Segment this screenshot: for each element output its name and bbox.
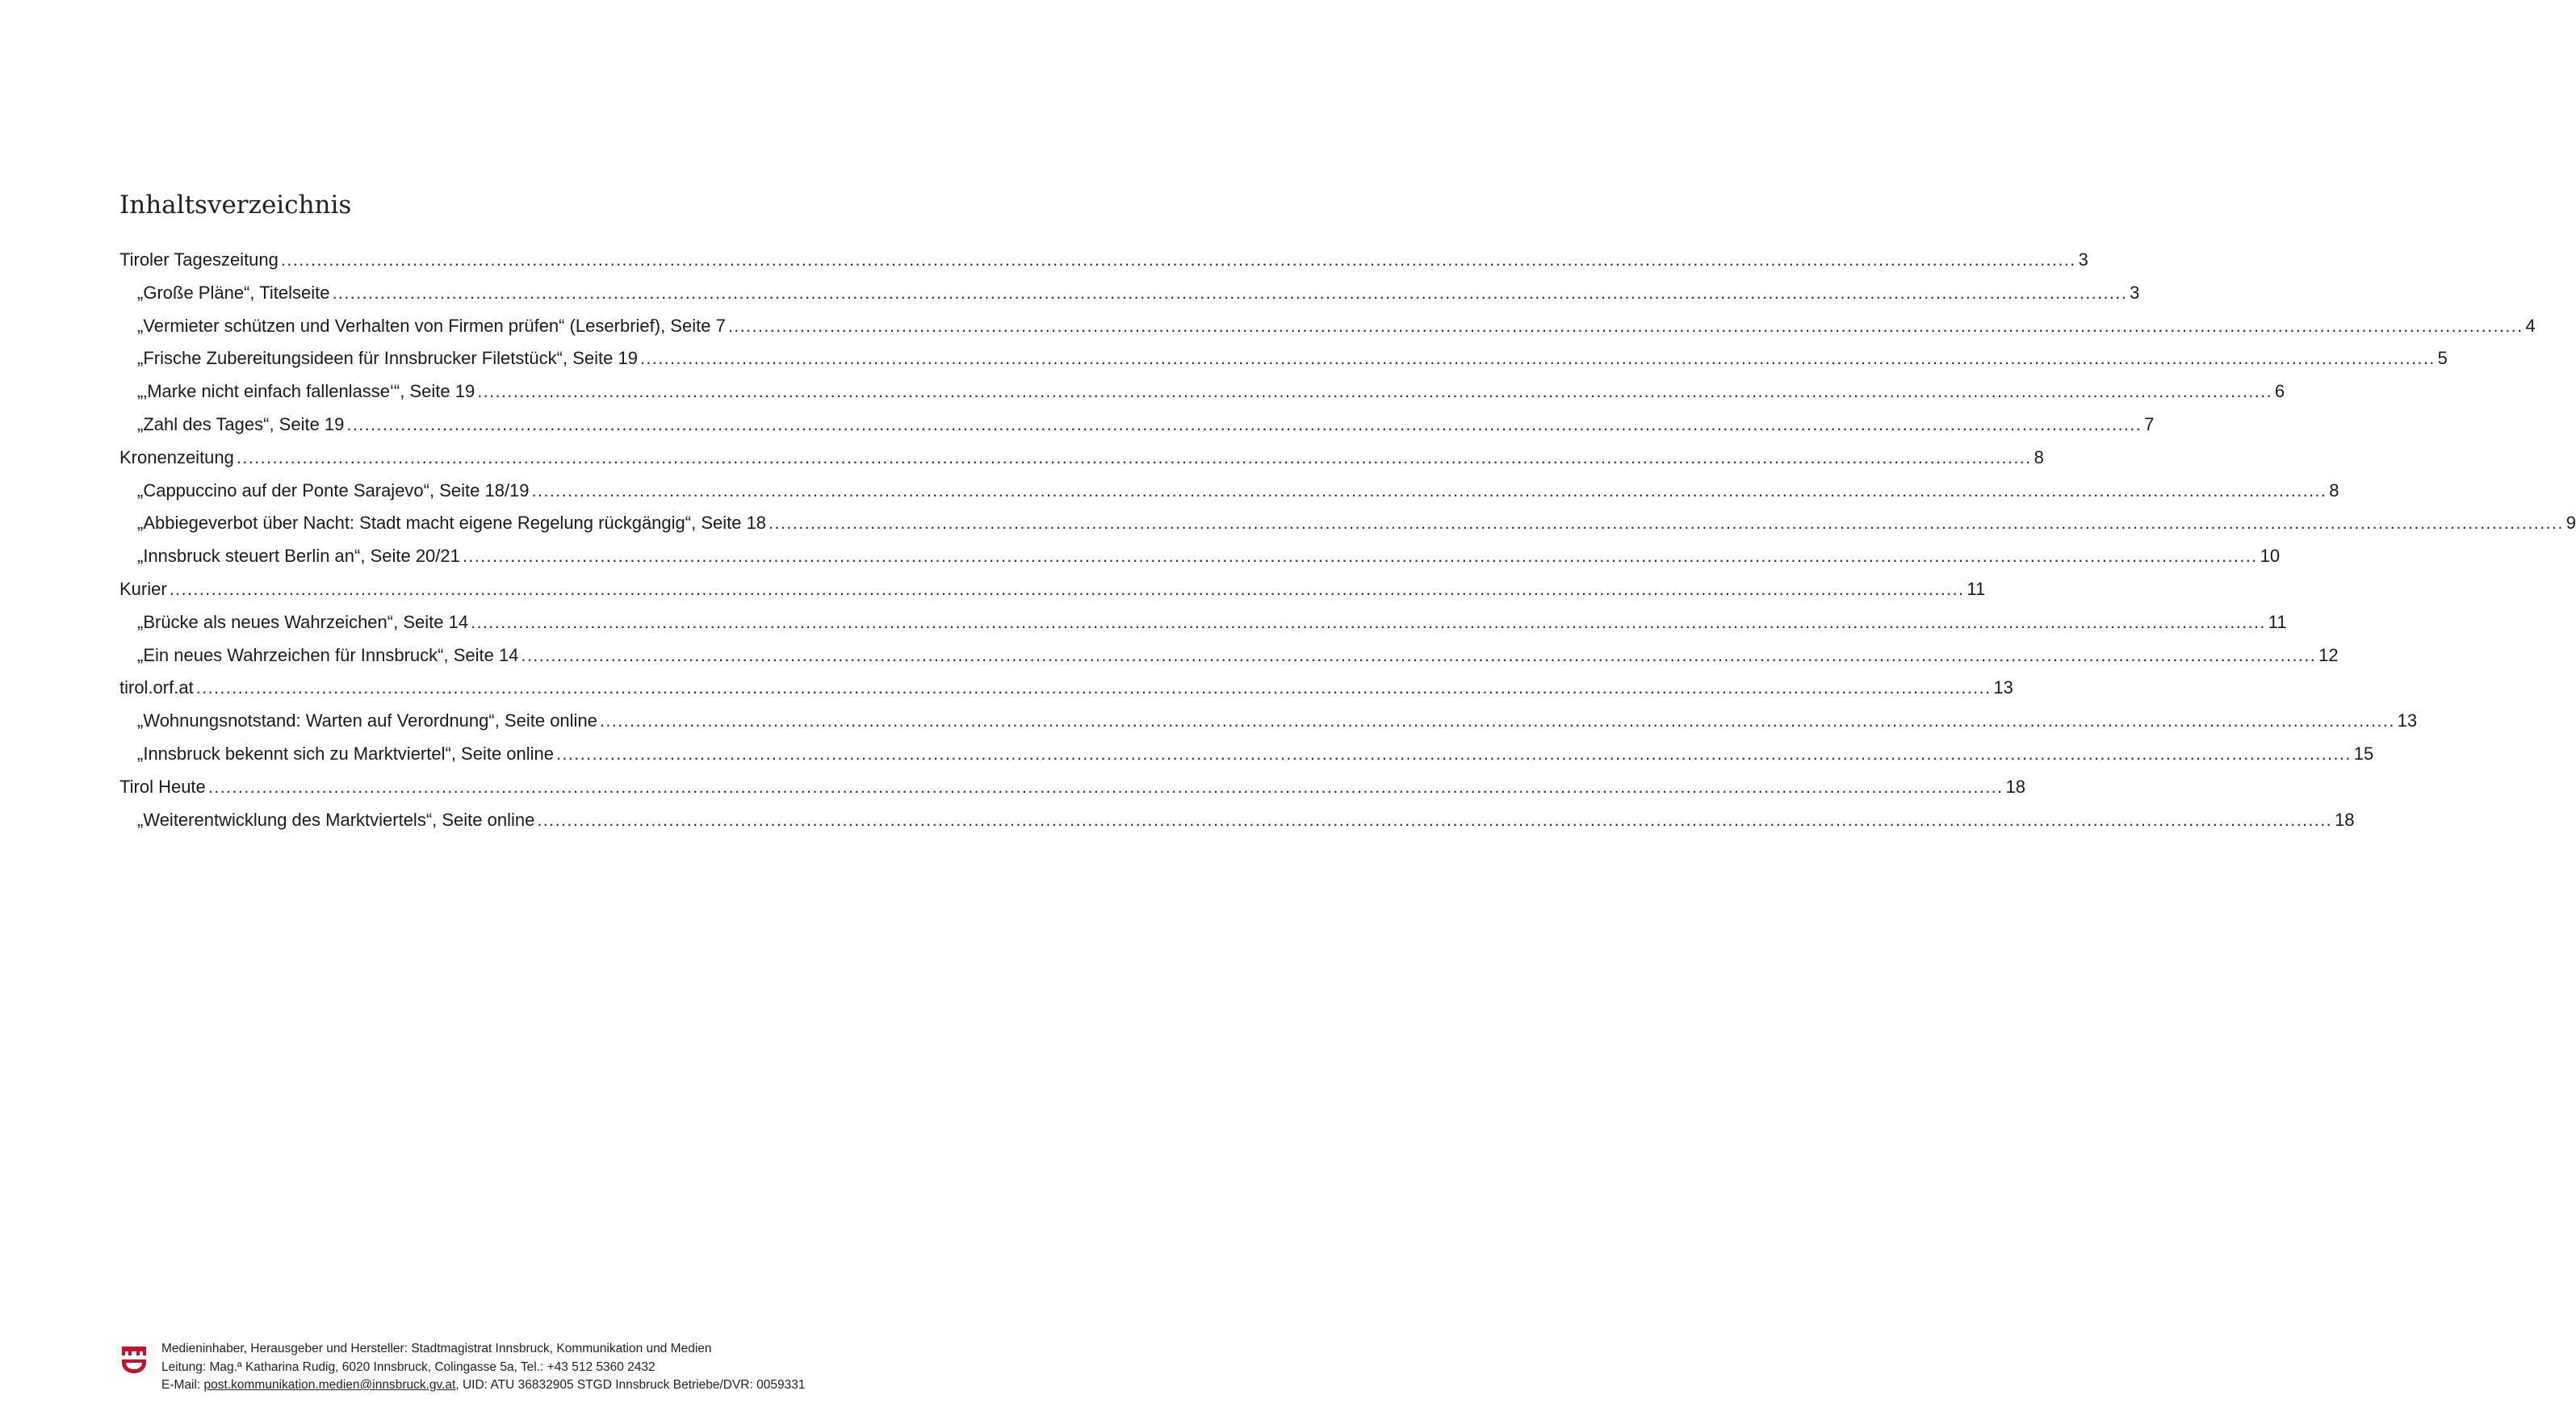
toc-section-entry[interactable] xyxy=(119,244,2088,277)
toc-section-entry[interactable] xyxy=(119,573,1986,606)
toc-page-number: 13 xyxy=(1993,677,2013,698)
footer-text xyxy=(161,1340,805,1395)
toc-article-entry[interactable] xyxy=(119,606,2287,639)
toc-page-number: 7 xyxy=(2144,413,2155,434)
toc-section-entry[interactable] xyxy=(119,771,2025,804)
toc-entry-title: „Brücke als neues Wahrzeichen“, Seite 14 xyxy=(137,611,469,632)
footer-uid-text: , UID: ATU 36832905 STGD Innsbruck Betriebe/DVR: 0059331 xyxy=(455,1378,806,1392)
toc-dot-leader: ............................................................................................................................................................................................................................................................................................................ xyxy=(169,578,1965,599)
toc-dot-leader: ............................................................................................................................................................................................................................................................................................................ xyxy=(639,348,2436,369)
toc-entry-title: „Cappuccino auf der Ponte Sarajevo“, Seite 18/19 xyxy=(137,480,530,501)
footer xyxy=(121,1340,880,1397)
toc-entry-title: Kronenzeitung xyxy=(119,446,234,467)
toc-article-entry[interactable] xyxy=(119,705,2418,738)
toc-article-entry[interactable] xyxy=(119,342,2448,375)
toc-entry-title: Kurier xyxy=(119,578,167,599)
toc-section-entry[interactable] xyxy=(119,672,2013,705)
toc-dot-leader: ............................................................................................................................................................................................................................................................................................................ xyxy=(727,315,2524,336)
toc-dot-leader: ............................................................................................................................................................................................................................................................................................................ xyxy=(531,480,2327,501)
toc-entry-title: „Abbiegeverbot über Nacht: Stadt macht eigene Regelung rückgängig“, Seite 18 xyxy=(137,513,767,534)
toc-article-entry[interactable] xyxy=(119,738,2374,771)
toc-page-number: 4 xyxy=(2525,315,2536,336)
toc-article-entry[interactable] xyxy=(119,639,2339,672)
toc-page-number: 18 xyxy=(2335,809,2355,830)
toc-entry-title: „Frische Zubereitungsideen für Innsbrucker Filetstück“, Seite 19 xyxy=(137,348,638,369)
toc-section-entry[interactable] xyxy=(119,442,2044,475)
toc-entry-title: „Weiterentwicklung des Marktviertels“, Seite online xyxy=(137,809,535,830)
toc-article-entry[interactable] xyxy=(119,475,2339,508)
toc-dot-leader: ............................................................................................................................................................................................................................................................................................................ xyxy=(537,809,2333,830)
toc-dot-leader: ............................................................................................................................................................................................................................................................................................................ xyxy=(346,413,2142,434)
toc-dot-leader: ............................................................................................................................................................................................................................................................................................................ xyxy=(236,446,2032,467)
toc-page-number: 8 xyxy=(2034,446,2044,467)
toc-dot-leader: ............................................................................................................................................................................................................................................................................................................ xyxy=(280,249,2076,270)
toc-entry-title: „Ein neues Wahrzeichen für Innsbruck“, Seite 14 xyxy=(137,644,519,665)
toc-entry-title: „Innsbruck steuert Berlin an“, Seite 20/21 xyxy=(137,546,460,567)
toc-entry-title: „Wohnungsnotstand: Warten auf Verordnung“, Seite online xyxy=(137,710,597,731)
toc-entry-title: Tiroler Tageszeitung xyxy=(119,249,279,270)
toc-article-entry[interactable] xyxy=(119,375,2285,408)
toc-page-number: 8 xyxy=(2329,480,2339,501)
toc-dot-leader: ............................................................................................................................................................................................................................................................................................................ xyxy=(195,677,1992,698)
toc-page-number: 11 xyxy=(2268,611,2287,632)
toc-article-entry[interactable] xyxy=(119,277,2140,310)
toc-article-entry[interactable] xyxy=(119,540,2281,573)
toc-entry-title: „Zahl des Tages“, Seite 19 xyxy=(137,413,345,434)
toc-dot-leader: ............................................................................................................................................................................................................................................................................................................ xyxy=(207,776,2004,797)
footer-contact-line xyxy=(161,1376,805,1395)
toc-entry-title: „‚Marke nicht einfach fallenlasse‘“, Seite 19 xyxy=(137,381,475,402)
toc-dot-leader: ............................................................................................................................................................................................................................................................................................................ xyxy=(556,743,2352,764)
toc-page-number: 6 xyxy=(2274,381,2285,402)
toc-page-number: 18 xyxy=(2005,776,2025,797)
toc-page-number: 3 xyxy=(2078,249,2088,270)
toc-article-entry[interactable] xyxy=(119,408,2155,442)
toc-page-number: 13 xyxy=(2397,710,2418,731)
innsbruck-coat-of-arms-icon xyxy=(121,1345,147,1374)
toc-article-entry[interactable] xyxy=(119,507,2576,540)
toc-page-number: 9 xyxy=(2566,513,2576,534)
toc-dot-leader: ............................................................................................................................................................................................................................................................................................................ xyxy=(477,381,2272,402)
toc-page-number: 11 xyxy=(1967,578,1986,599)
toc-page-number: 10 xyxy=(2260,546,2281,567)
toc-dot-leader: ............................................................................................................................................................................................................................................................................................................ xyxy=(462,546,2258,567)
toc-article-entry[interactable] xyxy=(119,804,2355,837)
footer-email-link[interactable]: post.kommunikation.medien@innsbruck.gv.at xyxy=(203,1378,456,1392)
toc-entry-title: „Innsbruck bekennt sich zu Marktviertel“, Seite online xyxy=(137,743,555,764)
toc-dot-leader: ............................................................................................................................................................................................................................................................................................................ xyxy=(521,644,2317,665)
toc-page-number: 5 xyxy=(2437,348,2448,369)
toc-title: Inhaltsverzeichnis xyxy=(119,191,352,220)
toc-dot-leader: ............................................................................................................................................................................................................................................................................................................ xyxy=(599,710,2395,731)
toc-entry-title: Tirol Heute xyxy=(119,776,206,797)
table-of-contents xyxy=(119,244,2576,836)
footer-email-label: E-Mail: xyxy=(161,1378,204,1392)
toc-article-entry[interactable] xyxy=(119,310,2536,343)
toc-page-number: 3 xyxy=(2130,282,2140,303)
toc-entry-title: „Vermieter schützen und Verhalten von Firmen prüfen“ (Leserbrief), Seite 7 xyxy=(137,315,726,336)
toc-entry-title: „Große Pläne“, Titelseite xyxy=(137,282,330,303)
toc-page-number: 15 xyxy=(2353,743,2374,764)
footer-management-line: Leitung: Mag.ª Katharina Rudig, 6020 Innsbruck, Colingasse 5a, Tel.: +43 512 5360 2432 xyxy=(161,1359,656,1374)
toc-dot-leader: ............................................................................................................................................................................................................................................................................................................ xyxy=(332,282,2128,303)
footer-publisher-line: Medieninhaber, Herausgeber und Hersteller: Stadtmagistrat Innsbruck, Kommunikation und Medien xyxy=(161,1342,712,1355)
toc-entry-title: tirol.orf.at xyxy=(119,677,194,698)
toc-dot-leader: ............................................................................................................................................................................................................................................................................................................ xyxy=(769,513,2564,534)
toc-dot-leader: ............................................................................................................................................................................................................................................................................................................ xyxy=(471,611,2266,632)
toc-page-number: 12 xyxy=(2318,644,2339,665)
